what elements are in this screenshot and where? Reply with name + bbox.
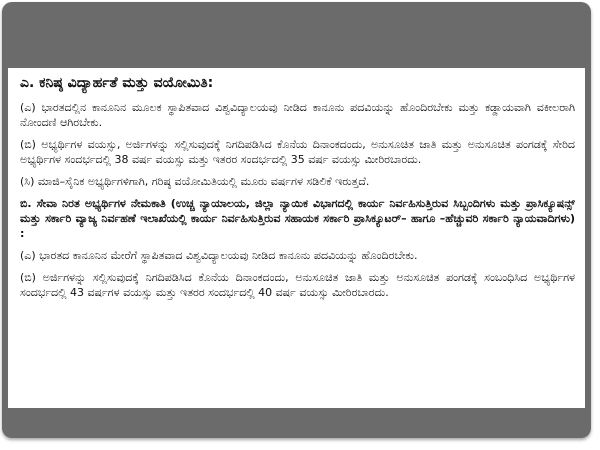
document-frame — [2, 2, 591, 438]
section-heading-a: ಎ. ಕನಿಷ್ಠ ವಿದ್ಯಾರ್ಹತೆ ಮತ್ತು ವಯೋಮಿತಿ: — [20, 75, 214, 91]
section-heading-b: ಬಿ. ಸೇವಾ ನಿರತ ಅಭ್ಯರ್ಥಿಗಳ ನೇಮಕಾತಿ (ಉಚ್ಚ ನ್ಯಾಯಾಲಯ, ಜಿಲ್ಲಾ ನ್ಯಾಯಿಕ ವಿಭಾಗದಲ್ಲಿ ಕಾರ್ಯ ನಿರ್ವಹಿಸುತ್ತಿರುವ ಸಿಬ್ಬಂದಿಗಳು ಮತ್ತು ಪ್ರಾಸಿಕ್ಯೂಷನ್ಸ್ ಮತ್ತು ಸರ್ಕಾರಿ ವ್ಯಾಜ್ಯ ನಿರ್ವಹಣೆ ಇಲಾಖೆಯಲ್ಲಿ ಕಾರ್ಯ ನಿರ್ವಹಿಸುತ್ತಿರುವ ಸಹಾಯಕ ಸರ್ಕಾರಿ ಪ್ರಾಸಿಕ್ಯೂಟರ್– ಹಾಗೂ –ಹೆಚ್ಚುವರಿ ಸರ್ಕಾರಿ ನ್ಯಾಯವಾದಿಗಳು) : — [20, 197, 575, 240]
clause-b-a-degree: (ಎ) ಭಾರತದ ಕಾನೂನಿನ ಮೇರೆಗೆ ಸ್ಥಾಪಿತವಾದ ವಿಶ್ವವಿದ್ಯಾಲಯವು ನೀಡಿದ ಕಾನೂನು ಪದವಿಯನ್ನು ಹೊಂದಿರಬೇಕು. — [20, 249, 418, 262]
clause-a-degree: (ಎ) ಭಾರತದಲ್ಲಿನ ಕಾನೂನಿನ ಮೂಲಕ ಸ್ಥಾಪಿತವಾದ ವಿಶ್ವವಿದ್ಯಾಲಯವು ನೀಡಿದ ಕಾನೂನು ಪದವಿಯನ್ನು ಹೊಂದಿರಬೇಕು ಮತ್ತು ಕಡ್ಡಾಯವಾಗಿ ವಕೀಲರಾಗಿ ನೋಂದಣಿ ಆಗಿರಬೇಕು. — [20, 101, 575, 129]
clause-b-b-age-limit: (ಬಿ) ಅರ್ಜಿಗಳನ್ನು ಸಲ್ಲಿಸುವುದಕ್ಕೆ ನಿಗದಿಪಡಿಸಿದ ಕೊನೆಯ ದಿನಾಂಕದಂದು, ಅನುಸೂಚಿತ ಜಾತಿ ಮತ್ತು ಅನುಸೂಚಿತ ಪಂಗಡಕ್ಕೆ ಸಂಬಂಧಿಸಿದ ಅಭ್ಯರ್ಥಿಗಳ ಸಂದರ್ಭದಲ್ಲಿ 43 ವರ್ಷಗಳ ವಯಸ್ಸು ಮತ್ತು ಇತರರ ಸಂದರ್ಭದಲ್ಲಿ 40 ವರ್ಷ ವಯಸ್ಸು ಮೀರಿರಬಾರದು. — [20, 271, 575, 299]
clause-b-age-limit: (ಬಿ) ಅಭ್ಯರ್ಥಿಗಳ ವಯಸ್ಸು, ಅರ್ಜಿಗಳನ್ನು ಸಲ್ಲಿಸುವುದಕ್ಕೆ ನಿಗದಿಪಡಿಸಿದ ಕೊನೆಯ ದಿನಾಂಕದಂದು, ಅನುಸೂಚಿತ ಜಾತಿ ಮತ್ತು ಅನುಸೂಚಿತ ಪಂಗಡಕ್ಕೆ ಸೇರಿದ ಅಭ್ಯರ್ಥಿಗಳ ಸಂದರ್ಭದಲ್ಲಿ 38 ವರ್ಷ ವಯಸ್ಸು ಮತ್ತು ಇತರರ ಸಂದರ್ಭದಲ್ಲಿ 35 ವರ್ಷ ವಯಸ್ಸು ಮೀರಿರಬಾರದು. — [20, 138, 575, 166]
clause-c-ex-servicemen: (ಸಿ) ಮಾಜಿ–ಸೈನಿಕ ಅಭ್ಯರ್ಥಿಗಳಿಗಾಗಿ, ಗರಿಷ್ಠ ವಯೋಮಿತಿಯಲ್ಲಿ ಮೂರು ವರ್ಷಗಳ ಸಡಿಲಿಕೆ ಇರುತ್ತದೆ. — [20, 175, 370, 188]
document-sheet — [8, 68, 585, 408]
